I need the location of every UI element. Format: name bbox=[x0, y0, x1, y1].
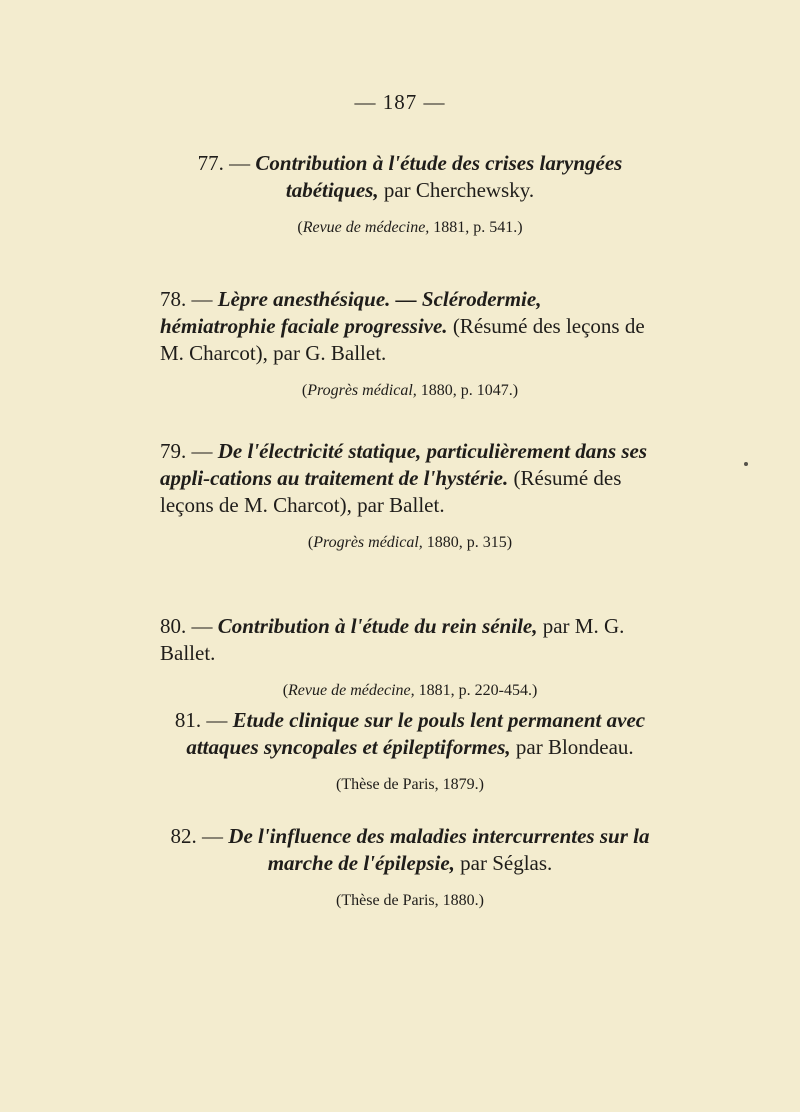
entry-number: 78. bbox=[160, 287, 187, 311]
entry-number: 82. bbox=[170, 824, 197, 848]
entry-number: 79. bbox=[160, 439, 187, 463]
entry-dash: — bbox=[191, 439, 213, 463]
entry-text bbox=[160, 150, 660, 204]
entry-source: (Progrès médical, 1880, p. 1047.) bbox=[301, 382, 519, 399]
source-reference: 1880, p. 315 bbox=[426, 534, 507, 551]
source-reference: Thèse de Paris, 1879. bbox=[341, 776, 479, 793]
source-reference: Thèse de Paris, 1880. bbox=[341, 892, 479, 909]
page-number: — 187 — bbox=[354, 90, 446, 114]
entry-number: 77. bbox=[197, 151, 224, 175]
entry-source: (Revue de médecine, 1881, p. 541.) bbox=[297, 219, 523, 236]
ink-speck bbox=[744, 462, 748, 466]
entry-title: De l'influence des maladies intercurrentes sur la marche de l'épilepsie, bbox=[228, 824, 650, 875]
entry-title: Lèpre anesthésique. — Sclérodermie, hémiatrophie faciale progressive. bbox=[160, 287, 542, 338]
entry-source: (Progrès médical, 1880, p. 315) bbox=[307, 534, 513, 551]
entry-text bbox=[160, 286, 660, 367]
entry-title: De l'électricité statique, particulièrement dans ses appli-cations au traitement de l'hystérie. bbox=[160, 439, 648, 490]
source-journal: Revue de médecine, bbox=[302, 219, 430, 236]
bibliography-entry bbox=[160, 286, 660, 401]
entry-text bbox=[160, 438, 660, 519]
entry-author: par Séglas. bbox=[460, 851, 553, 875]
entry-text bbox=[160, 823, 660, 877]
source-journal: Progrès médical, bbox=[307, 382, 417, 399]
entry-title: Contribution à l'étude du rein sénile, bbox=[217, 614, 538, 638]
entry-text bbox=[160, 707, 660, 761]
entry-dash: — bbox=[229, 151, 251, 175]
bibliography-entry bbox=[160, 613, 660, 701]
bibliography-entry bbox=[160, 707, 660, 795]
entry-author: par M. G. Ballet. bbox=[160, 614, 625, 665]
entry-dash: — bbox=[206, 708, 228, 732]
entry-source: (Thèse de Paris, 1880.) bbox=[336, 892, 484, 909]
entry-title: Etude clinique sur le pouls lent permanent avec attaques syncopales et épileptiformes, bbox=[186, 708, 646, 759]
entry-dash: — bbox=[191, 614, 213, 638]
source-journal: Revue de médecine, bbox=[288, 682, 415, 699]
entry-author: par Blondeau. bbox=[515, 735, 634, 759]
entry-source: (Thèse de Paris, 1879.) bbox=[336, 776, 484, 793]
entry-dash: — bbox=[191, 287, 213, 311]
source-reference: 1881, p. 220-454. bbox=[418, 682, 532, 699]
source-reference: 1881, p. 541. bbox=[433, 219, 518, 236]
entry-number: 81. bbox=[174, 708, 202, 732]
source-reference: 1880, p. 1047. bbox=[420, 382, 513, 399]
bibliography-entry bbox=[160, 823, 660, 911]
bibliography-entry bbox=[160, 150, 660, 238]
entry-author: par Cherchewsky. bbox=[383, 178, 535, 202]
entry-number: 80. bbox=[160, 614, 187, 638]
entry-text bbox=[160, 613, 660, 667]
entry-dash: — bbox=[202, 824, 224, 848]
entry-source: (Revue de médecine, 1881, p. 220-454.) bbox=[282, 682, 538, 699]
entry-author: (Résumé des leçons de M. Charcot), par G. Ballet. bbox=[160, 314, 645, 365]
bibliography-entry bbox=[160, 438, 660, 553]
entry-author: (Résumé des leçons de M. Charcot), par Ballet. bbox=[160, 466, 622, 517]
entry-title: Contribution à l'étude des crises laryngées tabétiques, bbox=[255, 151, 623, 202]
source-journal: Progrès médical, bbox=[313, 534, 423, 551]
